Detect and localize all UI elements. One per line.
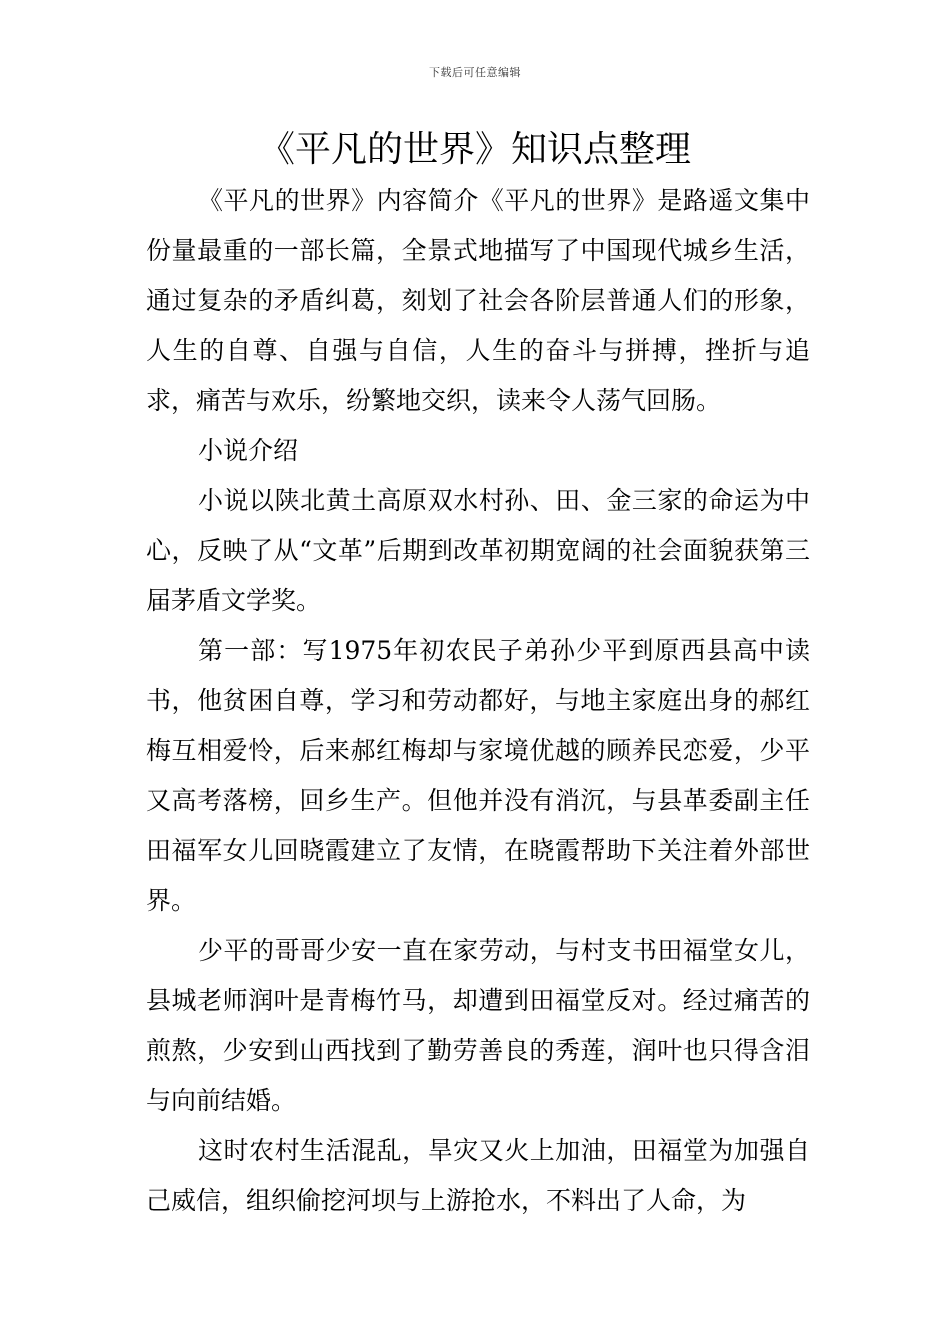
header-note: 下载后可任意编辑	[429, 66, 521, 79]
paragraph-village-drought: 这时农村生活混乱，旱灾又火上加油，田福堂为加强自己威信，组织偷挖河坝与上游抢水，不料出了人命，为	[146, 1136, 810, 1215]
paragraph-shaoan: 少平的哥哥少安一直在家劳动，与村支书田福堂女儿，县城老师润叶是青梅竹马，却遭到田福堂反对。经过痛苦的煎熬，少安到山西找到了勤劳善良的秀莲，润叶也只得含泪与向前结婚。	[146, 936, 810, 1115]
document-body	[146, 176, 810, 1226]
document-title: 《平凡的世界》知识点整理	[258, 129, 691, 170]
section-heading-novel-intro: 小说介绍	[198, 436, 299, 465]
paragraph-novel-summary: 小说以陕北黄土高原双水村孙、田、金三家的命运为中心，反映了从“文革”后期到改革初期宽阔的社会面貌获第三届茅盾文学奖。	[146, 486, 810, 615]
paragraph-intro: 《平凡的世界》内容简介《平凡的世界》是路遥文集中份量最重的一部长篇，全景式地描写了中国现代城乡生活，通过复杂的矛盾纠葛，刻划了社会各阶层普通人们的形象，人生的自尊、自强与自信，人生的奋斗与拼搏，挫折与追求，痛苦与欢乐，纷繁地交织，读来令人荡气回肠。	[146, 186, 810, 415]
paragraph-part-one: 第一部：写1975年初农民子弟孙少平到原西县高中读书，他贫困自尊，学习和劳动都好，与地主家庭出身的郝红梅互相爱怜，后来郝红梅却与家境优越的顾养民恋爱，少平又高考落榜，回乡生产。但他并没有消沉，与县革委副主任田福军女儿回晓霞建立了友情，在晓霞帮助下关注着外部世界。	[146, 636, 810, 915]
